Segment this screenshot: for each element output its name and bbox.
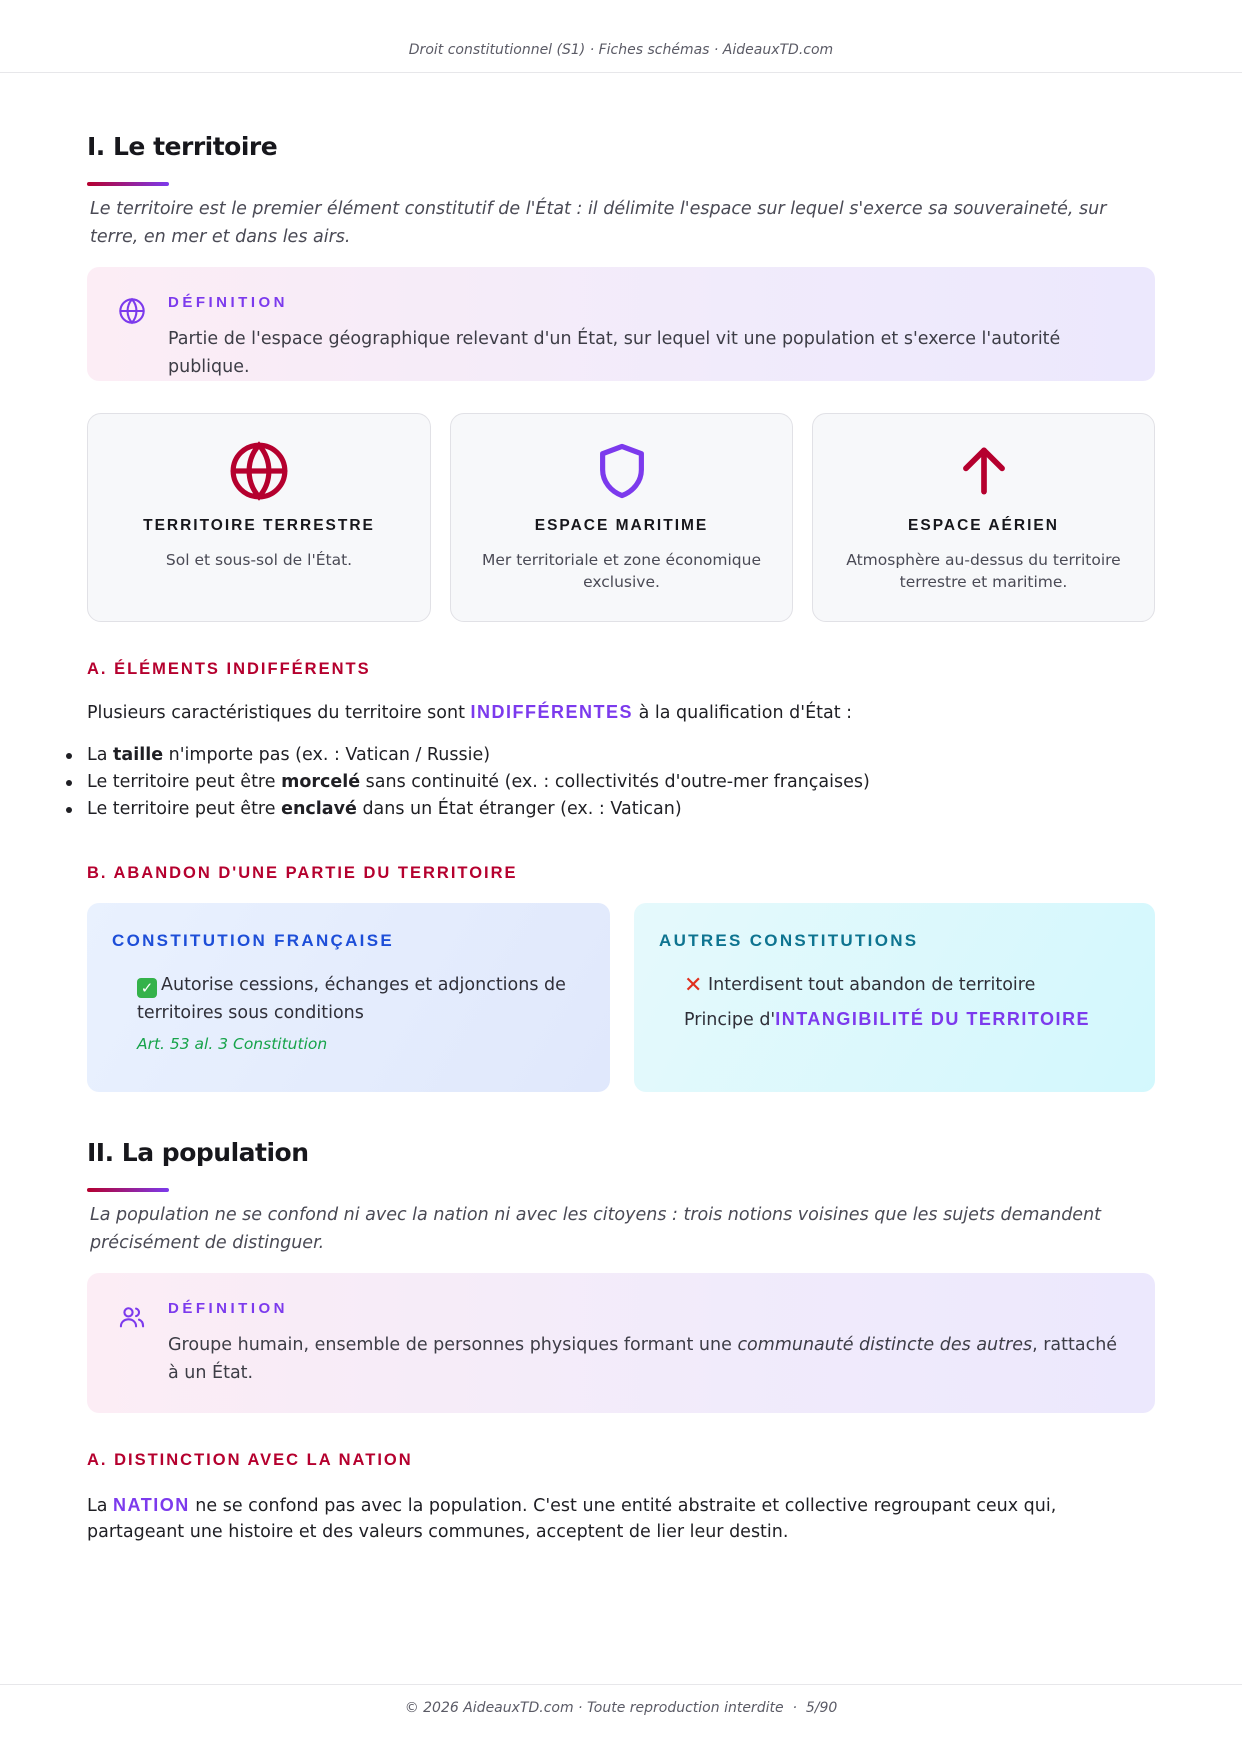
keyword-intangibilite: INTANGIBILITÉ DU TERRITOIRE <box>775 1009 1091 1029</box>
comparison-title: CONSTITUTION FRANÇAISE <box>112 931 394 950</box>
definition-text: Partie de l'espace géographique relevant d'un État, sur lequel vit une population et s'exerce l'autorité publique. <box>168 329 1061 377</box>
card-text: Mer territoriale et zone économique exclusive. <box>481 551 761 591</box>
card-title: ESPACE AÉRIEN <box>908 517 1059 534</box>
card-title: ESPACE MARITIME <box>534 517 709 534</box>
list-item: Le territoire peut être enclavé dans un État étranger (ex. : Vatican) <box>62 796 870 823</box>
article-reference: Art. 53 al. 3 Constitution <box>137 1035 328 1053</box>
keyword-indifferentes: INDIFFÉRENTES <box>470 702 634 722</box>
comparison-box-autres-constitutions <box>634 903 1155 1092</box>
card-territoire-terrestre <box>87 413 431 622</box>
subsection-title-distinction-nation: A. DISTINCTION AVEC LA NATION <box>87 1451 413 1469</box>
card-text: Sol et sous-sol de l'État. <box>165 551 353 569</box>
definition-label: DÉFINITION <box>168 294 288 311</box>
card-espace-aerien <box>812 413 1155 622</box>
footer-text: © 2026 AideauxTD.com · Toute reproduction interdite · 5/90 <box>404 1700 838 1716</box>
comparison-title: AUTRES CONSTITUTIONS <box>659 931 919 950</box>
subsection-title-abandon-territoire: B. ABANDON D'UNE PARTIE DU TERRITOIRE <box>87 864 518 882</box>
list-item: Le territoire peut être morcelé sans continuité (ex. : collectivités d'outre-mer françaises) <box>62 769 870 796</box>
section-title-population: II. La population <box>87 1138 309 1167</box>
page-number: 5/90 <box>805 1700 838 1716</box>
page-footer <box>0 1684 1242 1754</box>
copyright-text: © 2026 AideauxTD.com · Toute reproduction interdite <box>404 1700 784 1716</box>
definition-box <box>87 1273 1155 1413</box>
globe-icon <box>118 297 146 325</box>
section-intro: Le territoire est le premier élément constitutif de l'État : il délimite l'espace sur lequel s'exerce sa souveraineté, sur terre, en mer et dans les airs. <box>90 199 1107 247</box>
globe-icon <box>228 440 290 502</box>
cross-icon: ✕ <box>684 973 703 998</box>
comparison-line: ✕ Interdisent tout abandon de territoire <box>684 973 1036 998</box>
list-item: La taille n'importe pas (ex. : Vatican / Russie) <box>62 742 870 769</box>
definition-text: Groupe humain, ensemble de personnes physiques formant une communauté distincte des autres, rattaché à un État. <box>168 1335 1118 1383</box>
bullet-list <box>62 742 870 823</box>
page-header <box>0 0 1242 73</box>
definition-box <box>87 267 1155 381</box>
title-underline <box>87 182 169 186</box>
subsection-title-elements-indifferents: A. ÉLÉMENTS INDIFFÉRENTS <box>87 660 371 678</box>
comparison-line: ✓ Autorise cessions, échanges et adjonctions de territoires sous conditions <box>137 975 566 1023</box>
arrow-up-icon <box>953 440 1015 502</box>
card-espace-maritime <box>450 413 793 622</box>
paragraph-text: à la qualification d'État : <box>633 703 853 723</box>
check-icon: ✓ <box>137 978 157 998</box>
principle-line: Principe d'INTANGIBILITÉ DU TERRITOIRE <box>684 1009 1091 1030</box>
paragraph-text: Plusieurs caractéristiques du territoire sont <box>87 703 471 723</box>
users-icon <box>118 1303 146 1331</box>
card-title: TERRITOIRE TERRESTRE <box>143 517 375 534</box>
section-intro: La population ne se confond ni avec la nation ni avec les citoyens : trois notions voisines que les sujets demandent précisément de distinguer. <box>90 1205 1102 1253</box>
subsection-paragraph <box>87 699 1157 726</box>
keyword-nation: NATION <box>113 1495 190 1515</box>
title-underline <box>87 1188 169 1192</box>
shield-icon <box>591 440 653 502</box>
card-text: Atmosphère au-dessus du territoire terrestre et maritime. <box>846 551 1121 591</box>
comparison-box-constitution-francaise <box>87 903 610 1092</box>
section-title-territoire: I. Le territoire <box>87 132 278 161</box>
definition-label: DÉFINITION <box>168 1300 288 1317</box>
header-text: Droit constitutionnel (S1) · Fiches schémas · AideauxTD.com <box>408 42 834 58</box>
subsection-paragraph: La NATION ne se confond pas avec la population. C'est une entité abstraite et collective regroupant ceux qui, partageant une histoire et des valeurs communes, acceptent de lier leur destin. <box>87 1495 1057 1542</box>
